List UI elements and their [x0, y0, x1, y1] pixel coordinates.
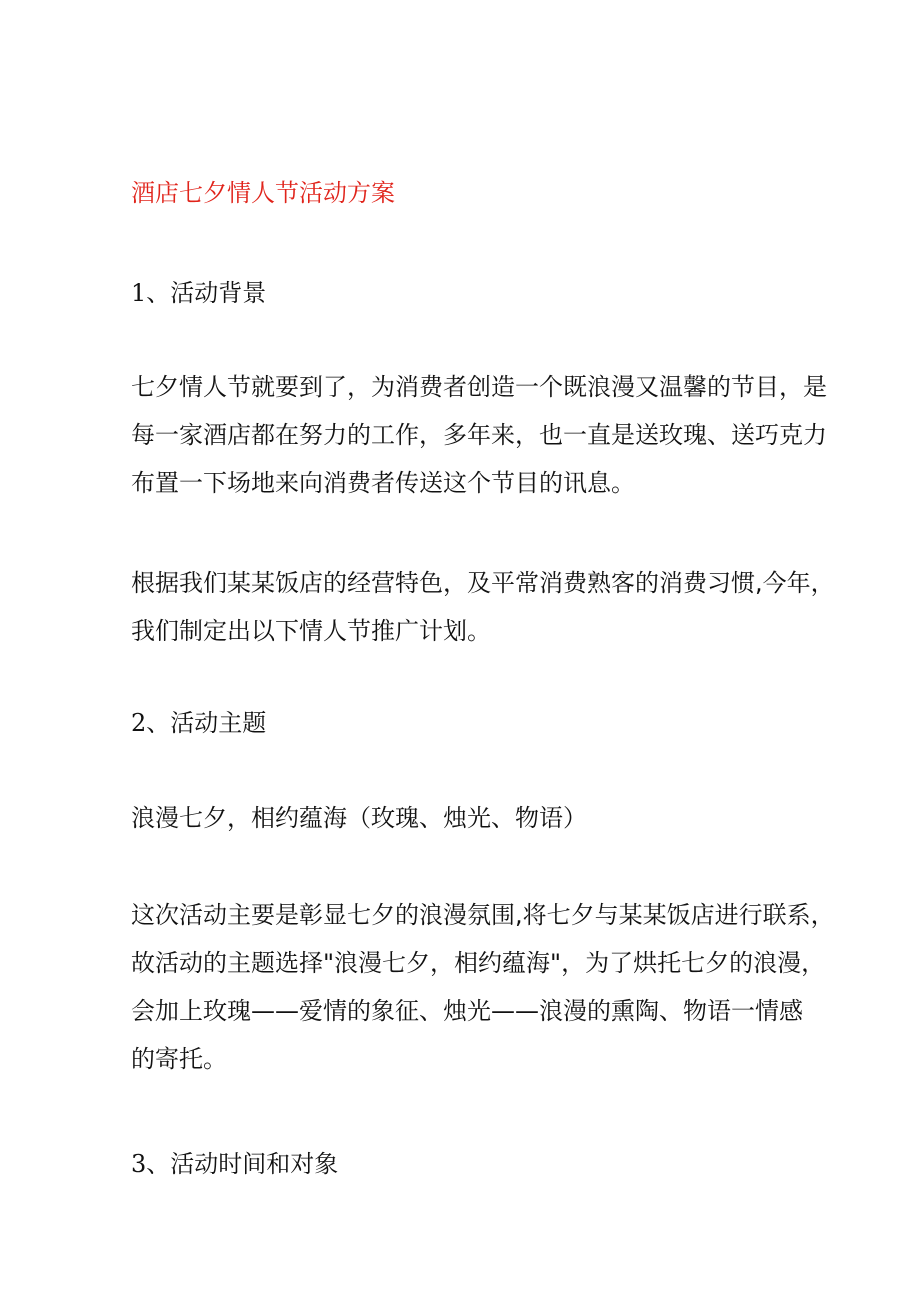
- paragraph-theme-1: [131, 801, 811, 849]
- section-heading-3: [131, 1147, 338, 1181]
- paragraph-line: 我们制定出以下情人节推广计划。: [131, 617, 491, 645]
- paragraph-line: 会加上玫瑰——爱情的象征、烛光——浪漫的熏陶、物语一情感: [131, 997, 803, 1025]
- section-heading-1: [131, 276, 266, 310]
- section-number: 3: [131, 1150, 147, 1178]
- paragraph-line: 故活动的主题选择"浪漫七夕，相约蕴海"，为了烘托七夕的浪漫，: [131, 949, 826, 977]
- section-separator: 、: [146, 1150, 171, 1178]
- section-number: 1: [131, 279, 147, 307]
- paragraph-line: 七夕情人节就要到了，为消费者创造一个既浪漫又温馨的节目，是: [131, 373, 827, 401]
- paragraph-line: 这次活动主要是彰显七夕的浪漫氛围,将七夕与某某饭店进行联系，: [131, 901, 835, 929]
- section-heading-2: [131, 706, 266, 740]
- section-separator: 、: [146, 279, 171, 307]
- section-separator: 、: [146, 709, 171, 737]
- document-title: 酒店七夕情人节活动方案: [131, 179, 395, 207]
- paragraph-line: 根据我们某某饭店的经营特色，及平常消费熟客的消费习惯,今年，: [131, 569, 835, 597]
- section-heading-text: 活动背景: [170, 279, 267, 307]
- paragraph-line: 浪漫七夕，相约蕴海（玫瑰、烛光、物语）: [131, 804, 587, 832]
- paragraph-background-1: [131, 370, 827, 514]
- paragraph-line: 每一家酒店都在努力的工作，多年来，也一直是送玫瑰、送巧克力: [131, 421, 827, 449]
- section-heading-text: 活动主题: [170, 709, 267, 737]
- paragraph-line: 的寄托。: [131, 1045, 227, 1073]
- section-number: 2: [131, 709, 147, 737]
- paragraph-line: 布置一下场地来向消费者传送这个节目的讯息。: [131, 469, 635, 497]
- paragraph-background-2: [131, 566, 835, 662]
- section-heading-text: 活动时间和对象: [170, 1150, 339, 1178]
- paragraph-theme-2: [131, 898, 835, 1090]
